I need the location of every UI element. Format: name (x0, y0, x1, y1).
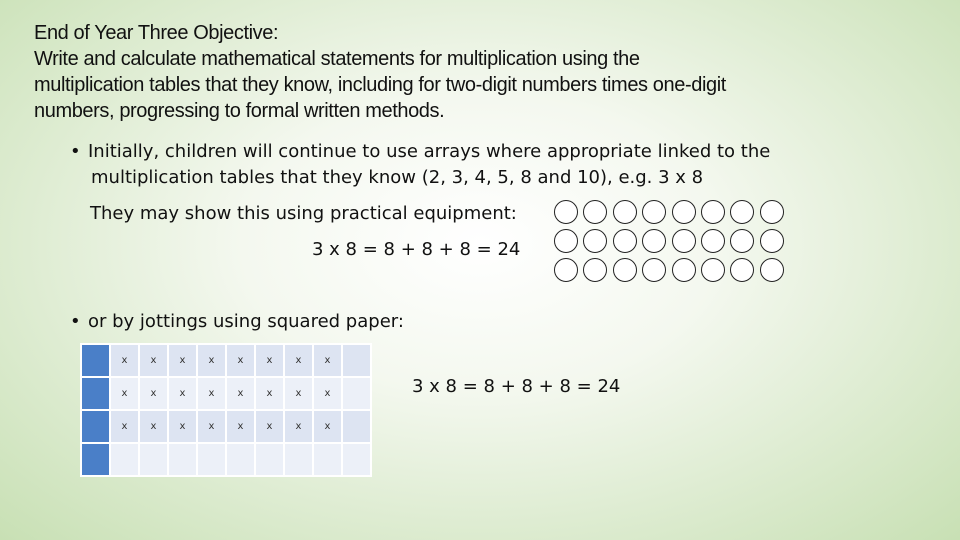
grid-cell (342, 443, 371, 476)
grid-cell (342, 410, 371, 443)
grid-cell: x (255, 410, 284, 443)
counter-circle (760, 229, 784, 253)
grid-cell: x (197, 410, 226, 443)
counter-circle (701, 229, 725, 253)
counter-circle (642, 258, 666, 282)
squared-paper-grid (80, 343, 372, 477)
counter-circle (730, 258, 754, 282)
grid-cell (110, 443, 139, 476)
bullet-jottings (70, 309, 404, 335)
equation-array: 3 x 8 = 8 + 8 + 8 = 24 (312, 239, 521, 260)
counter-circle (613, 258, 637, 282)
bullet-dot: • (70, 311, 81, 332)
bullet-jottings-text: or by jottings using squared paper: (88, 311, 404, 332)
grid-row (81, 443, 371, 476)
counter-circle (701, 258, 725, 282)
counter-circle (613, 229, 637, 253)
counter-circle (554, 229, 578, 253)
counter-circle (583, 200, 607, 224)
grid-cell (139, 443, 168, 476)
counter-circle (672, 229, 696, 253)
grid-cell: x (139, 410, 168, 443)
grid-cell (313, 443, 342, 476)
counter-circle (730, 200, 754, 224)
heading-line-1: End of Year Three Objective: (34, 22, 279, 44)
counter-circle (554, 200, 578, 224)
grid-cell: x (313, 410, 342, 443)
grid-cell: x (255, 344, 284, 377)
counter-circle (583, 258, 607, 282)
grid-header-cell (81, 443, 110, 476)
grid-cell: x (226, 410, 255, 443)
counter-circle (730, 229, 754, 253)
bullet-dot: • (70, 141, 81, 162)
grid-header-cell (81, 344, 110, 377)
objective-heading (34, 20, 934, 124)
grid-cell: x (284, 344, 313, 377)
counter-circle (554, 258, 578, 282)
counter-circle (701, 200, 725, 224)
counter-circle (613, 200, 637, 224)
counter-circle (583, 229, 607, 253)
practical-equipment-text: They may show this using practical equipment: (90, 203, 517, 224)
grid-cell: x (110, 377, 139, 410)
counter-circle (642, 200, 666, 224)
heading-line-4: numbers, progressing to formal written methods. (34, 100, 445, 122)
counter-circle (642, 229, 666, 253)
bullet-arrays-line-2: multiplication tables that they know (2, 3, 4, 5, 8 and 10), e.g. 3 x 8 (91, 167, 704, 188)
grid-cell: x (255, 377, 284, 410)
grid-cell (197, 443, 226, 476)
grid-cell: x (110, 344, 139, 377)
grid-cell: x (313, 344, 342, 377)
bullet-arrays (70, 139, 770, 191)
grid-cell: x (284, 410, 313, 443)
heading-line-3: multiplication tables that they know, including for two-digit numbers times one-digit (34, 74, 726, 96)
grid-cell: x (139, 344, 168, 377)
grid-cell: x (139, 377, 168, 410)
grid-header-cell (81, 377, 110, 410)
grid-cell: x (226, 344, 255, 377)
grid-cell: x (110, 410, 139, 443)
grid-row (81, 410, 371, 443)
counter-circle (672, 258, 696, 282)
grid-cell: x (168, 410, 197, 443)
grid-row (81, 344, 371, 377)
grid-header-cell (81, 410, 110, 443)
grid-cell: x (197, 377, 226, 410)
grid-cell: x (313, 377, 342, 410)
bullet-arrays-line-1: Initially, children will continue to use arrays where appropriate linked to the (88, 141, 771, 162)
equation-squared-paper: 3 x 8 = 8 + 8 + 8 = 24 (412, 376, 621, 397)
grid-cell: x (168, 344, 197, 377)
grid-cell (342, 377, 371, 410)
grid-cell: x (284, 377, 313, 410)
grid-cell (255, 443, 284, 476)
grid-row (81, 377, 371, 410)
grid-cell (284, 443, 313, 476)
grid-cell (226, 443, 255, 476)
grid-cell (168, 443, 197, 476)
heading-line-2: Write and calculate mathematical statements for multiplication using the (34, 48, 640, 70)
grid-cell: x (226, 377, 255, 410)
counter-circle (760, 200, 784, 224)
counter-circle (760, 258, 784, 282)
grid-cell: x (168, 377, 197, 410)
counter-circle (672, 200, 696, 224)
grid-cell: x (197, 344, 226, 377)
grid-cell (342, 344, 371, 377)
